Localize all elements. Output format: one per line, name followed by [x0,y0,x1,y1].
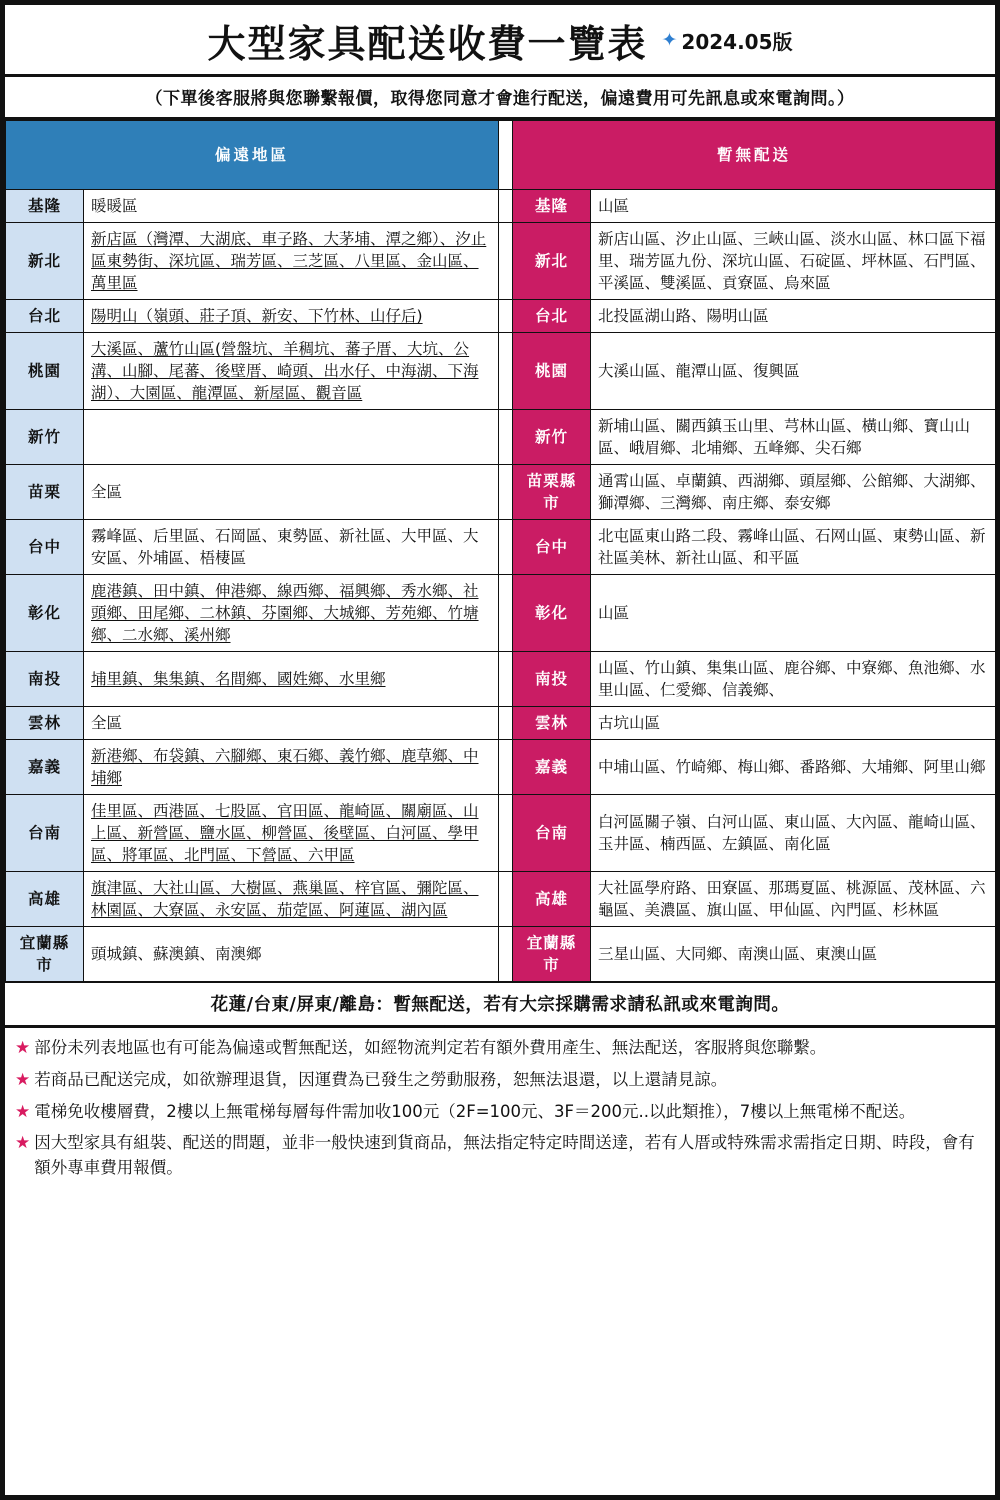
unavailable-text: 北屯區東山路二段、霧峰山區、石网山區、東勢山區、新社區美林、新社山區、和平區 [591,520,996,575]
unavailable-text: 山區、竹山鎮、集集山區、鹿谷鄉、中寮鄉、魚池鄉、水里山區、仁愛鄉、信義鄉、 [591,652,996,707]
unavailable-text: 古坑山區 [591,707,996,740]
unavailable-text: 白河區關子嶺、白河山區、東山區、大內區、龍崎山區、玉井區、楠西區、左鎮區、南化區 [591,795,996,872]
table-row [6,795,996,872]
version-badge [662,26,793,55]
remote-text: 頭城鎮、蘇澳鎮、南澳鄉 [84,927,499,982]
remote-label: 宜蘭縣市 [6,927,84,982]
footnotes [5,1028,995,1495]
footnote-item [15,1068,985,1093]
table-row [6,190,996,223]
table-row [6,333,996,410]
footnote-text: 部份未列表地區也有可能為偏遠或暫無配送，如經物流判定若有額外費用產生、無法配送，客服將與您聯繫。 [34,1038,827,1057]
remote-text: 全區 [84,707,499,740]
remote-text: 大溪區、蘆竹山區(營盤坑、羊稠坑、蕃子厝、大坑、公溝、山腳、尾蕃、後壁厝、崎頭、出水仔、中海湖、下海湖）、大園區、龍潭區、新屋區、觀音區 [84,333,499,410]
footnote-item [15,1100,985,1125]
unavailable-label: 彰化 [513,575,591,652]
row-gap [499,520,513,575]
remote-text: 暖暖區 [84,190,499,223]
island-note: 花蓮/台東/屏東/離島：暫無配送，若有大宗採購需求請私訊或來電詢問。 [5,982,995,1028]
unavailable-label: 基隆 [513,190,591,223]
unavailable-label: 苗栗縣市 [513,465,591,520]
unavailable-text: 中埔山區、竹崎鄉、梅山鄉、番路鄉、大埔鄉、阿里山鄉 [591,740,996,795]
table-row [6,223,996,300]
remote-label: 台中 [6,520,84,575]
table-row [6,465,996,520]
remote-label: 高雄 [6,872,84,927]
fee-table [5,120,996,982]
unavailable-label: 新北 [513,223,591,300]
row-gap [499,465,513,520]
title-bar [5,5,995,74]
unavailable-label: 台南 [513,795,591,872]
table-row [6,740,996,795]
notice-bar: （下單後客服將與您聯繫報價，取得您同意才會進行配送，偏遠費用可先訊息或來電詢問。） [5,74,995,120]
remote-text: 全區 [84,465,499,520]
unavailable-text: 三星山區、大同鄉、南澳山區、東澳山區 [591,927,996,982]
remote-label: 新北 [6,223,84,300]
unavailable-label: 新竹 [513,410,591,465]
row-gap [499,927,513,982]
unavailable-label: 台北 [513,300,591,333]
unavailable-label: 嘉義 [513,740,591,795]
remote-text [84,410,499,465]
table-row [6,575,996,652]
footnote-text: 若商品已配送完成，如欲辦理退貨，因運費為已發生之勞動服務，恕無法退還，以上還請見諒。 [34,1069,728,1089]
footnote-item [15,1036,985,1061]
unavailable-label: 桃園 [513,333,591,410]
table-row [6,300,996,333]
unavailable-text: 大溪山區、龍潭山區、復興區 [591,333,996,410]
table-row [6,652,996,707]
row-gap [499,410,513,465]
unavailable-label: 南投 [513,652,591,707]
unavailable-label: 高雄 [513,872,591,927]
row-gap [499,190,513,223]
remote-label: 桃園 [6,333,84,410]
remote-text: 鹿港鎮、田中鎮、伸港鄉、線西鄉、福興鄉、秀水鄉、社頭鄉、田尾鄉、二林鎮、芬園鄉、大城鄉、芳苑鄉、竹塘鄉、二水鄉、溪州鄉 [84,575,499,652]
column-header-remote: 偏遠地區 [6,121,499,190]
unavailable-text: 山區 [591,190,996,223]
row-gap [499,740,513,795]
page-title: 大型家具配送收費一覽表 [207,22,648,66]
remote-label: 苗栗 [6,465,84,520]
remote-label: 台北 [6,300,84,333]
remote-text: 陽明山（嶺頭、莊子頂、新安、下竹林、山仔后) [84,300,499,333]
unavailable-label: 宜蘭縣市 [513,927,591,982]
remote-label: 彰化 [6,575,84,652]
unavailable-text: 山區 [591,575,996,652]
remote-text: 霧峰區、后里區、石岡區、東勢區、新社區、大甲區、大安區、外埔區、梧棲區 [84,520,499,575]
star-icon: ★ [15,1069,31,1090]
row-gap [499,652,513,707]
remote-label: 南投 [6,652,84,707]
unavailable-text: 新埔山區、關西鎮玉山里、芎林山區、橫山鄉、寶山山區、峨眉鄉、北埔鄉、五峰鄉、尖石鄉 [591,410,996,465]
unavailable-text: 北投區湖山路、陽明山區 [591,300,996,333]
unavailable-label: 雲林 [513,707,591,740]
star-icon: ★ [15,1101,31,1122]
star-icon: ★ [15,1133,31,1154]
remote-text: 旗津區、大社山區、大樹區、燕巢區、梓官區、彌陀區、 林園區、大寮區、永安區、茄萣區、阿蓮區、湖內區 [84,872,499,927]
remote-label: 基隆 [6,190,84,223]
table-row [6,410,996,465]
table-row [6,927,996,982]
table-row [6,707,996,740]
table-row [6,520,996,575]
unavailable-label: 台中 [513,520,591,575]
unavailable-text: 新店山區、汐止山區、三峽山區、淡水山區、林口區下福里、瑞芳區九份、深坑山區、石碇區、坪林區、石門區、平溪區、雙溪區、貢寮區、烏來區 [591,223,996,300]
row-gap [499,872,513,927]
row-gap [499,575,513,652]
star-icon: ★ [15,1038,31,1058]
row-gap [499,300,513,333]
remote-label: 台南 [6,795,84,872]
row-gap [499,223,513,300]
table-row [6,872,996,927]
version-label: 2024.05版 [681,30,793,54]
remote-text: 佳里區、西港區、七股區、官田區、龍崎區、關廟區、山上區、新營區、鹽水區、柳營區、後壁區、白河區、學甲區、將軍區、北門區、下營區、六甲區 [84,795,499,872]
row-gap [499,707,513,740]
unavailable-text: 通霄山區、卓蘭鎮、西湖鄉、頭屋鄉、公館鄉、大湖鄉、獅潭鄉、三灣鄉、南庄鄉、泰安鄉 [591,465,996,520]
column-header-unavailable: 暫無配送 [513,121,996,190]
remote-text: 新店區（灣潭、大湖底、車子路、大茅埔、潭之鄉）、汐止區東勢街、深坑區、瑞芳區、三芝區、八里區、金山區、萬里區 [84,223,499,300]
table-header-row [6,121,996,190]
diamond-icon: ✦ [661,29,678,51]
footnote-text: 電梯免收樓層費，2樓以上無電梯每層每件需加收100元（2F=100元、3F＝200元..以此類推），7樓以上無電梯不配送。 [34,1101,916,1121]
header-gap [499,121,513,190]
remote-text: 埔里鎮、集集鎮、名間鄉、國姓鄉、水里鄉 [84,652,499,707]
remote-text: 新港鄉、布袋鎮、六腳鄉、東石鄉、義竹鄉、鹿草鄉、中埔鄉 [84,740,499,795]
row-gap [499,795,513,872]
unavailable-text: 大社區學府路、田寮區、那瑪夏區、桃源區、茂林區、六龜區、美濃區、旗山區、甲仙區、內門區、杉林區 [591,872,996,927]
remote-label: 新竹 [6,410,84,465]
remote-label: 雲林 [6,707,84,740]
remote-label: 嘉義 [6,740,84,795]
row-gap [499,333,513,410]
footnote-text: 因大型家具有組裝、配送的問題，並非一般快速到貨商品，無法指定特定時間送達，若有人厝或特殊需求需指定日期、時段，會有額外專車費用報價。 [34,1133,975,1177]
footnote-item [15,1131,985,1181]
